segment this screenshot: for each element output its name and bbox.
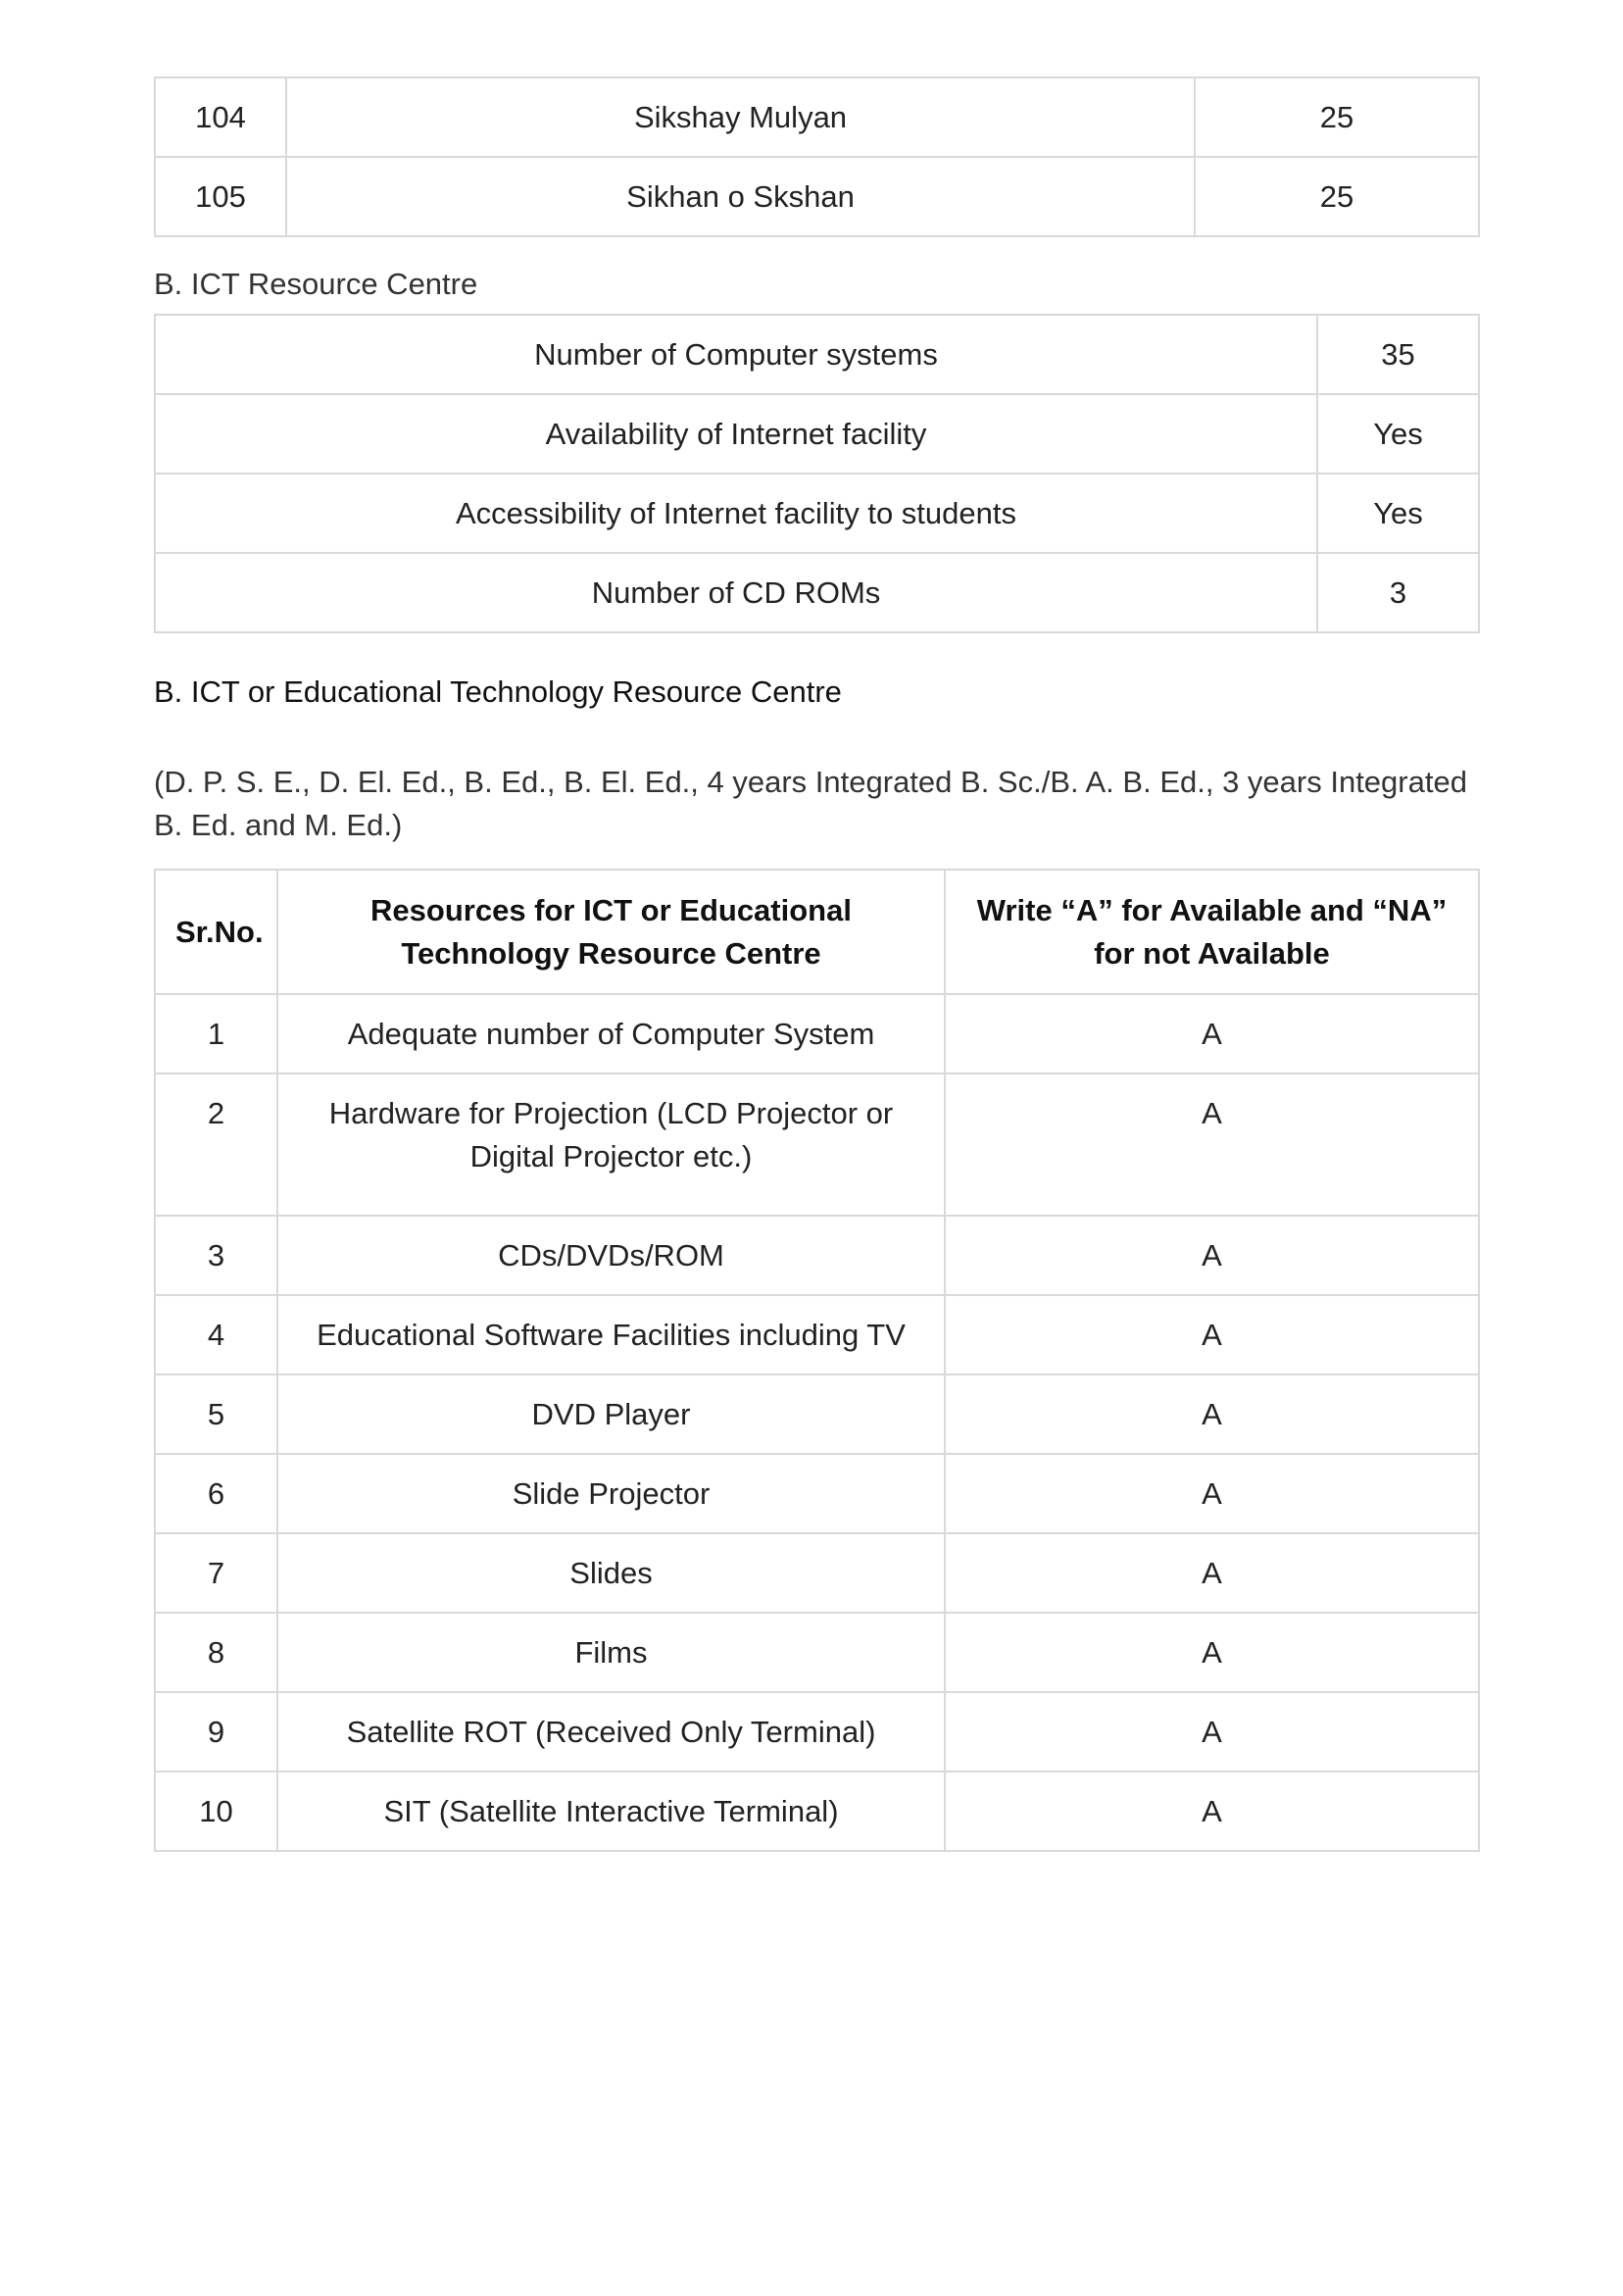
resource-name: SIT (Satellite Interactive Terminal) xyxy=(277,1772,945,1851)
sr-no: 1 xyxy=(155,994,277,1073)
table-row xyxy=(155,994,1479,1073)
resource-name: Films xyxy=(277,1613,945,1692)
ict-value: Yes xyxy=(1317,394,1479,474)
sr-no: 8 xyxy=(155,1613,277,1692)
availability-status: A xyxy=(945,1073,1479,1216)
table-row xyxy=(155,1613,1479,1692)
availability-status: A xyxy=(945,1374,1479,1454)
table-row xyxy=(155,394,1479,474)
sr-no: 2 xyxy=(155,1073,277,1216)
ict-value: 3 xyxy=(1317,553,1479,632)
sr-no: 7 xyxy=(155,1533,277,1613)
table-row xyxy=(155,474,1479,553)
course-code: 104 xyxy=(155,77,286,157)
ict-label: Number of Computer systems xyxy=(155,315,1317,394)
table-header-row xyxy=(155,870,1479,994)
ict-edtech-resources-table xyxy=(154,869,1480,1852)
table-row xyxy=(155,315,1479,394)
ict-resource-table xyxy=(154,314,1480,633)
ict-label: Number of CD ROMs xyxy=(155,553,1317,632)
col-header-availability: Write “A” for Available and “NA” for not Available xyxy=(945,870,1479,994)
course-code: 105 xyxy=(155,157,286,236)
resource-name: Adequate number of Computer System xyxy=(277,994,945,1073)
ict-label: Availability of Internet facility xyxy=(155,394,1317,474)
availability-status: A xyxy=(945,1216,1479,1295)
availability-status: A xyxy=(945,1692,1479,1772)
ict-value: 35 xyxy=(1317,315,1479,394)
availability-status: A xyxy=(945,1613,1479,1692)
course-value: 25 xyxy=(1195,77,1479,157)
table-row xyxy=(155,157,1479,236)
table-row xyxy=(155,1073,1479,1216)
table-row xyxy=(155,553,1479,632)
resource-name: DVD Player xyxy=(277,1374,945,1454)
table-row xyxy=(155,1454,1479,1533)
resource-name: Slides xyxy=(277,1533,945,1613)
availability-status: A xyxy=(945,1772,1479,1851)
sr-no: 6 xyxy=(155,1454,277,1533)
availability-status: A xyxy=(945,1295,1479,1374)
resource-name: Educational Software Facilities including TV xyxy=(277,1295,945,1374)
sr-no: 5 xyxy=(155,1374,277,1454)
sr-no: 9 xyxy=(155,1692,277,1772)
table-row xyxy=(155,1533,1479,1613)
resource-name: Satellite ROT (Received Only Terminal) xyxy=(277,1692,945,1772)
sr-no: 10 xyxy=(155,1772,277,1851)
table-row xyxy=(155,77,1479,157)
document-page xyxy=(154,76,1480,1852)
ict-edtech-heading: B. ICT or Educational Technology Resource Centre xyxy=(154,674,842,709)
resource-name: Hardware for Projection (LCD Projector or Digital Projector etc.) xyxy=(277,1073,945,1216)
course-name: Sikhan o Skshan xyxy=(286,157,1195,236)
resource-name: CDs/DVDs/ROM xyxy=(277,1216,945,1295)
availability-status: A xyxy=(945,1454,1479,1533)
courses-table xyxy=(154,76,1480,237)
ict-value: Yes xyxy=(1317,474,1479,553)
ict-label: Accessibility of Internet facility to students xyxy=(155,474,1317,553)
col-header-resource: Resources for ICT or Educational Technology Resource Centre xyxy=(277,870,945,994)
programme-note: (D. P. S. E., D. El. Ed., B. Ed., B. El. Ed., 4 years Integrated B. Sc./B. A. B. Ed., 3 years Integrated B. Ed. and M. Ed.) xyxy=(154,765,1467,842)
sr-no: 3 xyxy=(155,1216,277,1295)
col-header-sr-no: Sr.No. xyxy=(155,870,277,994)
course-value: 25 xyxy=(1195,157,1479,236)
table-row xyxy=(155,1772,1479,1851)
sr-no: 4 xyxy=(155,1295,277,1374)
table-row xyxy=(155,1216,1479,1295)
ict-resource-centre-heading: B. ICT Resource Centre xyxy=(154,267,478,301)
table-row xyxy=(155,1295,1479,1374)
course-name: Sikshay Mulyan xyxy=(286,77,1195,157)
resource-name: Slide Projector xyxy=(277,1454,945,1533)
availability-status: A xyxy=(945,994,1479,1073)
table-row xyxy=(155,1692,1479,1772)
table-row xyxy=(155,1374,1479,1454)
availability-status: A xyxy=(945,1533,1479,1613)
